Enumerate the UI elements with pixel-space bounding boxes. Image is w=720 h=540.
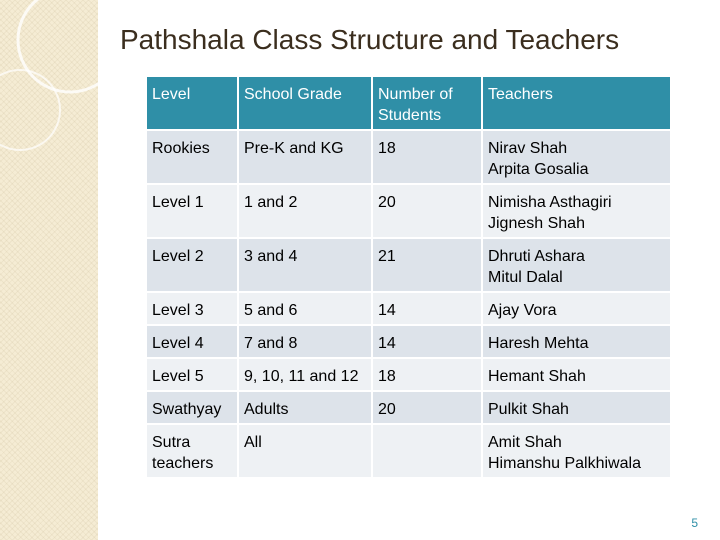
table-row [147,359,670,390]
table-header-row [147,77,670,129]
slide-title: Pathshala Class Structure and Teachers [120,24,620,55]
table-row [147,326,670,357]
header-number-of-students: Number of Students [373,77,481,129]
teacher-name: Jignesh Shah [488,215,585,232]
teacher-name: Dhruti Ashara [488,248,585,265]
teacher-name: Haresh Mehta [488,335,589,352]
cell-level: Level 1 [147,185,237,237]
cell-teachers [483,293,670,324]
teacher-name: Nirav Shah [488,140,568,157]
teacher-name: Arpita Gosalia [488,161,589,178]
cell-students: 14 [373,326,481,357]
teacher-name: Amit Shah [488,434,562,451]
cell-students: 18 [373,359,481,390]
cell-grade: All [239,425,371,477]
table-row [147,131,670,183]
cell-teachers [483,131,670,183]
cell-level: Level 5 [147,359,237,390]
teacher-name: Mitul Dalal [488,269,563,286]
cell-level: Swathyay [147,392,237,423]
table-row [147,185,670,237]
table-row [147,425,670,477]
header-school-grade: School Grade [239,77,371,129]
deco-circle-large [18,0,122,92]
cell-students: 21 [373,239,481,291]
header-teachers: Teachers [483,77,670,129]
page-number: 5 [691,516,698,530]
cell-grade: 3 and 4 [239,239,371,291]
table-row [147,239,670,291]
cell-grade: Pre-K and KG [239,131,371,183]
cell-students: 20 [373,392,481,423]
deco-circle-small [0,70,60,150]
cell-students: 20 [373,185,481,237]
cell-level: Sutra teachers [147,425,237,477]
teacher-name: Pulkit Shah [488,401,569,418]
class-structure-table [145,75,672,479]
table-row [147,293,670,324]
teacher-name: Hemant Shah [488,368,586,385]
cell-grade: 1 and 2 [239,185,371,237]
cell-teachers [483,326,670,357]
cell-level: Rookies [147,131,237,183]
cell-level: Level 3 [147,293,237,324]
header-level: Level [147,77,237,129]
cell-teachers [483,239,670,291]
cell-students: 18 [373,131,481,183]
cell-level: Level 2 [147,239,237,291]
cell-students [373,425,481,477]
cell-grade: 9, 10, 11 and 12 [239,359,371,390]
cell-grade: Adults [239,392,371,423]
cell-level: Level 4 [147,326,237,357]
cell-grade: 7 and 8 [239,326,371,357]
cell-teachers [483,359,670,390]
cell-students: 14 [373,293,481,324]
decorative-circles [0,0,140,200]
teacher-name: Nimisha Asthagiri [488,194,612,211]
cell-grade: 5 and 6 [239,293,371,324]
cell-teachers [483,185,670,237]
cell-teachers [483,392,670,423]
teacher-name: Ajay Vora [488,302,557,319]
teacher-name: Himanshu Palkhiwala [488,455,641,472]
cell-teachers [483,425,670,477]
table-row [147,392,670,423]
